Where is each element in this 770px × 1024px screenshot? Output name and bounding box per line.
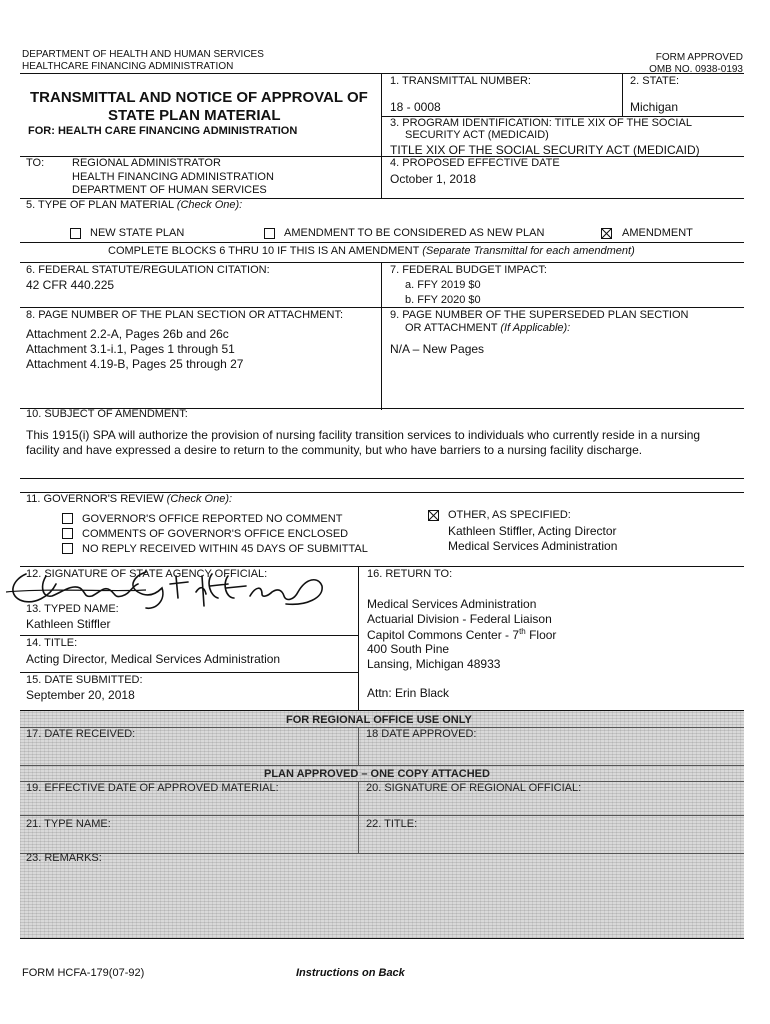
subject-line-1: This 1915(i) SPA will authorize the provision of nursing facility transition services to individuals who currently reside in a nursing <box>26 428 701 442</box>
effective-date-label: 4. PROPOSED EFFECTIVE DATE <box>390 157 560 169</box>
no-comment-label: GOVERNOR'S OFFICE REPORTED NO COMMENT <box>82 513 343 525</box>
superseded-value: N/A – New Pages <box>390 342 485 356</box>
date-received-label: 17. DATE RECEIVED: <box>26 728 136 740</box>
plan-section-line-1: Attachment 2.2-A, Pages 26b and 26c <box>26 327 229 341</box>
program-id-value: TITLE XIX OF THE SOCIAL SECURITY ACT (MEDICAID) <box>390 143 700 157</box>
other-specified-checkbox[interactable] <box>428 510 439 521</box>
other-specified-line-2: Medical Services Administration <box>448 539 618 553</box>
title-label: 14. TITLE: <box>26 637 78 649</box>
to-line-2: HEALTH FINANCING ADMINISTRATION <box>72 171 274 183</box>
title-value: Acting Director, Medical Services Administration <box>26 652 281 666</box>
signature-label: 12. SIGNATURE OF STATE AGENCY OFFICIAL: <box>26 568 268 580</box>
no-reply-label: NO REPLY RECEIVED WITHIN 45 DAYS OF SUBMITTAL <box>82 543 368 555</box>
to-label: TO: <box>26 157 45 169</box>
return-to-attn: Attn: Erin Black <box>367 686 450 700</box>
amendment-checkbox[interactable] <box>601 228 612 239</box>
citation-label: 6. FEDERAL STATUTE/REGULATION CITATION: <box>26 264 270 276</box>
form-title: TRANSMITTAL AND NOTICE OF APPROVAL OF <box>30 89 368 106</box>
plan-section-line-3: Attachment 4.19-B, Pages 25 through 27 <box>26 357 244 371</box>
comments-enclosed-checkbox[interactable] <box>62 528 73 539</box>
department-name: DEPARTMENT OF HEALTH AND HUMAN SERVICES <box>22 49 264 60</box>
omb-number: OMB NO. 0938-0193 <box>649 64 743 75</box>
return-to-line-5: Lansing, Michigan 48933 <box>367 657 501 671</box>
return-to-line-3: Capitol Commons Center - 7th Floor <box>367 627 557 642</box>
comments-enclosed-label: COMMENTS OF GOVERNOR'S OFFICE ENCLOSED <box>82 528 349 540</box>
date-submitted-label: 15. DATE SUBMITTED: <box>26 674 143 686</box>
effective-date-value: October 1, 2018 <box>390 172 477 186</box>
regional-signature-label: 20. SIGNATURE OF REGIONAL OFFICIAL: <box>366 782 582 794</box>
budget-ffy-2020: b. FFY 2020 $0 <box>405 294 481 306</box>
plan-section-line-2: Attachment 3.1-i.1, Pages 1 through 51 <box>26 342 235 356</box>
date-submitted-value: September 20, 2018 <box>26 688 135 702</box>
no-comment-checkbox[interactable] <box>62 513 73 524</box>
subject-label: 10. SUBJECT OF AMENDMENT: <box>26 408 188 420</box>
state-value: Michigan <box>630 100 679 114</box>
remarks-label: 23. REMARKS: <box>26 852 102 864</box>
form-identifier: FORM HCFA-179(07-92) <box>22 967 145 979</box>
return-to-line-4: 400 South Pine <box>367 642 450 656</box>
amendment-new-plan-label: AMENDMENT TO BE CONSIDERED AS NEW PLAN <box>284 227 545 239</box>
regional-title-label: 22. TITLE: <box>366 818 418 830</box>
governor-review-label: 11. GOVERNOR'S REVIEW (Check One): <box>26 493 233 505</box>
complete-blocks-note: COMPLETE BLOCKS 6 THRU 10 IF THIS IS AN AMENDMENT (Separate Transmittal for each amendment) <box>108 245 635 257</box>
typed-name-label: 13. TYPED NAME: <box>26 603 119 615</box>
return-to-label: 16. RETURN TO: <box>367 568 453 580</box>
form-subtitle: STATE PLAN MATERIAL <box>108 107 281 124</box>
superseded-label: 9. PAGE NUMBER OF THE SUPERSEDED PLAN SECTION <box>390 309 689 321</box>
citation-value: 42 CFR 440.225 <box>26 278 115 292</box>
budget-impact-label: 7. FEDERAL BUDGET IMPACT: <box>390 264 547 276</box>
other-specified-label: OTHER, AS SPECIFIED: <box>448 509 571 521</box>
effective-date-approved-label: 19. EFFECTIVE DATE OF APPROVED MATERIAL: <box>26 782 279 794</box>
plan-material-label: 5. TYPE OF PLAN MATERIAL (Check One): <box>26 199 243 211</box>
superseded-label-2: OR ATTACHMENT (If Applicable): <box>405 322 571 334</box>
typed-name-value: Kathleen Stiffler <box>26 617 111 631</box>
transmittal-number-label: 1. TRANSMITTAL NUMBER: <box>390 75 531 87</box>
to-line-3: DEPARTMENT OF HUMAN SERVICES <box>72 184 267 196</box>
regional-office-header: FOR REGIONAL OFFICE USE ONLY <box>286 714 472 726</box>
plan-approved-header: PLAN APPROVED – ONE COPY ATTACHED <box>264 768 490 780</box>
new-state-plan-label: NEW STATE PLAN <box>90 227 185 239</box>
instructions-note: Instructions on Back <box>296 967 405 979</box>
form-approved-label: FORM APPROVED <box>655 52 743 63</box>
return-to-line-1: Medical Services Administration <box>367 597 537 611</box>
date-approved-label: 18 DATE APPROVED: <box>366 728 477 740</box>
agency-name: HEALTHCARE FINANCING ADMINISTRATION <box>22 61 234 72</box>
amendment-new-plan-checkbox[interactable] <box>264 228 275 239</box>
new-state-plan-checkbox[interactable] <box>70 228 81 239</box>
type-name-label: 21. TYPE NAME: <box>26 818 111 830</box>
program-id-label-2: SECURITY ACT (MEDICAID) <box>405 129 549 141</box>
for-line: FOR: HEALTH CARE FINANCING ADMINISTRATION <box>28 125 298 137</box>
plan-section-label: 8. PAGE NUMBER OF THE PLAN SECTION OR ATTACHMENT: <box>26 309 344 321</box>
no-reply-checkbox[interactable] <box>62 543 73 554</box>
to-line-1: REGIONAL ADMINISTRATOR <box>72 157 221 169</box>
budget-ffy-2019: a. FFY 2019 $0 <box>405 279 481 291</box>
state-label: 2. STATE: <box>630 75 680 87</box>
other-specified-line-1: Kathleen Stiffler, Acting Director <box>448 524 617 538</box>
return-to-line-2: Actuarial Division - Federal Liaison <box>367 612 552 626</box>
subject-line-2: facility and have expressed a desire to return to the community, but who have barriers to a nursing facility discharge. <box>26 443 643 457</box>
program-id-label: 3. PROGRAM IDENTIFICATION: TITLE XIX OF THE SOCIAL <box>390 117 692 129</box>
amendment-label: AMENDMENT <box>622 227 693 239</box>
transmittal-number-value: 18 - 0008 <box>390 100 441 114</box>
